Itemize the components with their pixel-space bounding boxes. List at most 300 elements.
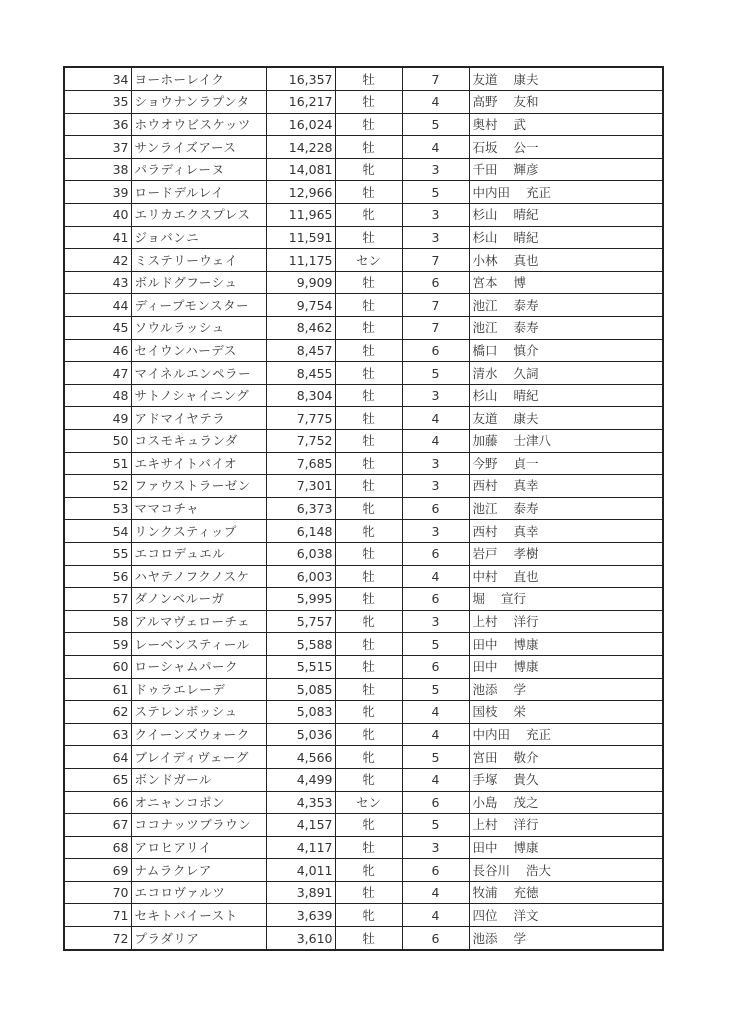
ranking-table [63,66,664,951]
earnings-cell: 5,757 [266,610,335,633]
trainer-last-name: 宮田 [472,749,498,765]
horse-name-cell: ハヤテノフクノスケ [131,565,266,588]
earnings-cell: 5,588 [266,633,335,656]
horse-name-cell: パラディレーヌ [131,158,266,181]
trainer-cell [469,542,662,565]
trainer-last-name: 杉山 [472,229,498,245]
trainer-last-name: 杉山 [472,207,498,223]
earnings-cell: 14,228 [266,136,335,159]
table-row [65,204,662,227]
trainer-first-name: 士津八 [513,433,552,449]
age-cell: 3 [402,204,469,227]
earnings-cell: 9,909 [266,271,335,294]
earnings-cell: 4,499 [266,768,335,791]
trainer-first-name: 洋行 [513,614,539,630]
trainer-cell [469,678,662,701]
table-row [65,655,662,678]
trainer-last-name: 池江 [472,501,498,517]
trainer-last-name: 西村 [472,523,498,539]
earnings-cell: 5,085 [266,678,335,701]
table-row [65,520,662,543]
earnings-cell: 6,148 [266,520,335,543]
sex-cell: 牡 [335,294,402,317]
rank-cell: 40 [65,204,131,227]
trainer-last-name: 岩戸 [472,546,498,562]
rank-cell: 53 [65,497,131,520]
horse-name-cell: ダノンベルーガ [131,588,266,611]
age-cell: 3 [402,158,469,181]
earnings-cell: 5,036 [266,723,335,746]
trainer-first-name: 博康 [513,636,539,652]
age-cell: 4 [402,723,469,746]
horse-name-cell: セキトバイースト [131,904,266,927]
trainer-first-name: 武 [513,116,527,132]
horse-name-cell: ボンドガール [131,768,266,791]
trainer-first-name: 直也 [513,568,539,584]
trainer-last-name: 上村 [472,614,498,630]
age-cell: 7 [402,294,469,317]
trainer-cell [469,452,662,475]
table-row [65,746,662,769]
age-cell: 5 [402,814,469,837]
trainer-cell [469,294,662,317]
age-cell: 6 [402,655,469,678]
trainer-cell [469,904,662,927]
trainer-cell [469,475,662,498]
horse-name-cell: アルマヴェローチェ [131,610,266,633]
trainer-cell [469,814,662,837]
trainer-cell [469,723,662,746]
trainer-last-name: 上村 [472,817,498,833]
table-row [65,294,662,317]
age-cell: 5 [402,678,469,701]
sex-cell: 牝 [335,520,402,543]
horse-name-cell: レーベンスティール [131,633,266,656]
sex-cell: 牡 [335,655,402,678]
trainer-cell [469,655,662,678]
table-row [65,723,662,746]
table-row [65,588,662,611]
earnings-cell: 7,752 [266,430,335,453]
horse-name-cell: ローシャムパーク [131,655,266,678]
trainer-last-name: 池添 [472,930,498,946]
age-cell: 3 [402,475,469,498]
sex-cell: 牡 [335,565,402,588]
table-row [65,136,662,159]
trainer-last-name: 中内田 [472,727,511,743]
earnings-cell: 6,373 [266,497,335,520]
earnings-cell: 4,353 [266,791,335,814]
sex-cell: 牡 [335,542,402,565]
age-cell: 3 [402,226,469,249]
horse-name-cell: プラダリア [131,927,266,950]
earnings-cell: 8,457 [266,339,335,362]
rank-cell: 59 [65,633,131,656]
age-cell: 3 [402,452,469,475]
earnings-cell: 7,301 [266,475,335,498]
earnings-cell: 11,591 [266,226,335,249]
table-row [65,113,662,136]
trainer-cell [469,226,662,249]
age-cell: 6 [402,271,469,294]
earnings-cell: 3,891 [266,881,335,904]
table-row [65,633,662,656]
trainer-first-name: 慎介 [513,342,539,358]
table-row [65,610,662,633]
sex-cell: 牝 [335,814,402,837]
trainer-first-name: 真也 [513,252,539,268]
table-row [65,881,662,904]
sex-cell: 牡 [335,475,402,498]
trainer-last-name: 池江 [472,297,498,313]
horse-name-cell: ソウルラッシュ [131,317,266,340]
horse-name-cell: セイウンハーデス [131,339,266,362]
trainer-last-name: 小島 [472,794,498,810]
trainer-first-name: 博康 [513,659,539,675]
trainer-first-name: 輝彦 [513,162,539,178]
rank-cell: 65 [65,768,131,791]
trainer-cell [469,384,662,407]
sex-cell: 牝 [335,158,402,181]
trainer-cell [469,317,662,340]
trainer-cell [469,859,662,882]
earnings-cell: 6,003 [266,565,335,588]
sex-cell: 牡 [335,407,402,430]
sex-cell: 牡 [335,430,402,453]
trainer-last-name: 四位 [472,907,498,923]
trainer-first-name: 泰寿 [513,320,539,336]
sex-cell: 牡 [335,927,402,950]
trainer-cell [469,158,662,181]
trainer-first-name: 真幸 [513,478,539,494]
trainer-first-name: 公一 [513,139,539,155]
table-row [65,791,662,814]
trainer-first-name: 充徳 [513,885,539,901]
age-cell: 6 [402,339,469,362]
trainer-cell [469,588,662,611]
trainer-cell [469,204,662,227]
horse-name-cell: ホウオウビスケッツ [131,113,266,136]
age-cell: 7 [402,68,469,91]
sex-cell: 牡 [335,226,402,249]
trainer-last-name: 清水 [472,365,498,381]
horse-name-cell: ボルドグフーシュ [131,271,266,294]
trainer-first-name: 泰寿 [513,501,539,517]
table-row [65,814,662,837]
sex-cell: 牡 [335,452,402,475]
trainer-first-name: 茂之 [513,794,539,810]
earnings-cell: 16,024 [266,113,335,136]
trainer-cell [469,701,662,724]
sex-cell: 牡 [335,362,402,385]
earnings-cell: 5,995 [266,588,335,611]
age-cell: 3 [402,384,469,407]
trainer-cell [469,362,662,385]
trainer-first-name: 泰寿 [513,297,539,313]
earnings-cell: 11,965 [266,204,335,227]
trainer-cell [469,610,662,633]
sex-cell: セン [335,249,402,272]
earnings-cell: 8,462 [266,317,335,340]
table-row [65,927,662,950]
trainer-last-name: 友道 [472,71,498,87]
rank-cell: 41 [65,226,131,249]
horse-name-cell: ショウナンラプンタ [131,91,266,114]
trainer-first-name: 真幸 [513,523,539,539]
table-row [65,475,662,498]
rank-cell: 35 [65,91,131,114]
horse-name-cell: ジョバンニ [131,226,266,249]
table-row [65,249,662,272]
rank-cell: 72 [65,927,131,950]
trainer-first-name: 充正 [526,727,552,743]
horse-name-cell: オニャンコポン [131,791,266,814]
age-cell: 5 [402,362,469,385]
table-row [65,271,662,294]
age-cell: 4 [402,768,469,791]
trainer-cell [469,113,662,136]
sex-cell: 牡 [335,339,402,362]
table-row [65,701,662,724]
sex-cell: 牡 [335,271,402,294]
trainer-last-name: 堀 [472,591,486,607]
trainer-cell [469,746,662,769]
table-row [65,407,662,430]
trainer-cell [469,881,662,904]
horse-name-cell: ディープモンスター [131,294,266,317]
trainer-first-name: 貴久 [513,772,539,788]
table-body [65,68,662,949]
rank-cell: 55 [65,542,131,565]
trainer-last-name: 加藤 [472,433,498,449]
rank-cell: 67 [65,814,131,837]
rank-cell: 71 [65,904,131,927]
horse-name-cell: ナムラクレア [131,859,266,882]
sex-cell: 牡 [335,317,402,340]
rank-cell: 57 [65,588,131,611]
earnings-cell: 5,515 [266,655,335,678]
trainer-cell [469,136,662,159]
earnings-cell: 12,966 [266,181,335,204]
horse-name-cell: ブレイディヴェーグ [131,746,266,769]
earnings-cell: 4,011 [266,859,335,882]
trainer-first-name: 敬介 [513,749,539,765]
rank-cell: 38 [65,158,131,181]
table-row [65,158,662,181]
age-cell: 4 [402,565,469,588]
trainer-first-name: 孝樹 [513,546,539,562]
age-cell: 4 [402,701,469,724]
age-cell: 4 [402,91,469,114]
rank-cell: 34 [65,68,131,91]
trainer-last-name: 長谷川 [472,862,511,878]
age-cell: 6 [402,859,469,882]
age-cell: 7 [402,249,469,272]
sex-cell: 牡 [335,678,402,701]
rank-cell: 66 [65,791,131,814]
sex-cell: 牡 [335,136,402,159]
horse-name-cell: アドマイヤテラ [131,407,266,430]
age-cell: 6 [402,542,469,565]
trainer-last-name: 小林 [472,252,498,268]
age-cell: 3 [402,520,469,543]
trainer-cell [469,836,662,859]
earnings-cell: 16,217 [266,91,335,114]
trainer-last-name: 牧浦 [472,885,498,901]
table-row [65,542,662,565]
sex-cell: 牝 [335,746,402,769]
trainer-first-name: 久詞 [513,365,539,381]
age-cell: 6 [402,497,469,520]
rank-cell: 45 [65,317,131,340]
horse-name-cell: ステレンボッシュ [131,701,266,724]
trainer-first-name: 充正 [526,184,552,200]
trainer-first-name: 博康 [513,839,539,855]
rank-cell: 52 [65,475,131,498]
trainer-first-name: 浩大 [526,862,552,878]
horse-name-cell: アロヒアリイ [131,836,266,859]
table-row [65,181,662,204]
horse-name-cell: ココナッツブラウン [131,814,266,837]
age-cell: 5 [402,633,469,656]
trainer-first-name: 学 [513,930,527,946]
horse-name-cell: ロードデルレイ [131,181,266,204]
rank-cell: 49 [65,407,131,430]
sex-cell: 牝 [335,859,402,882]
trainer-cell [469,271,662,294]
rank-cell: 48 [65,384,131,407]
sex-cell: 牡 [335,836,402,859]
trainer-cell [469,791,662,814]
trainer-first-name: 晴紀 [513,388,539,404]
rank-cell: 44 [65,294,131,317]
sex-cell: 牡 [335,113,402,136]
rank-cell: 36 [65,113,131,136]
trainer-last-name: 今野 [472,455,498,471]
rank-cell: 68 [65,836,131,859]
horse-name-cell: エコロヴァルツ [131,881,266,904]
trainer-cell [469,91,662,114]
rank-cell: 64 [65,746,131,769]
table-row [65,384,662,407]
horse-name-cell: ヨーホーレイク [131,68,266,91]
trainer-last-name: 橋口 [472,342,498,358]
trainer-first-name: 晴紀 [513,229,539,245]
trainer-first-name: 貞一 [513,455,539,471]
earnings-cell: 4,117 [266,836,335,859]
trainer-cell [469,633,662,656]
trainer-last-name: 池添 [472,681,498,697]
trainer-last-name: 友道 [472,410,498,426]
horse-name-cell: リンクスティップ [131,520,266,543]
rank-cell: 42 [65,249,131,272]
trainer-first-name: 康夫 [513,410,539,426]
trainer-first-name: 学 [513,681,527,697]
rank-cell: 58 [65,610,131,633]
age-cell: 3 [402,610,469,633]
age-cell: 5 [402,113,469,136]
trainer-last-name: 手塚 [472,772,498,788]
trainer-last-name: 池江 [472,320,498,336]
rank-cell: 54 [65,520,131,543]
earnings-cell: 16,357 [266,68,335,91]
table-row [65,226,662,249]
earnings-cell: 4,157 [266,814,335,837]
table-row [65,836,662,859]
trainer-first-name: 博 [513,275,527,291]
table-row [65,339,662,362]
trainer-cell [469,68,662,91]
sex-cell: 牝 [335,701,402,724]
table-row [65,678,662,701]
age-cell: 4 [402,407,469,430]
earnings-cell: 3,610 [266,927,335,950]
earnings-cell: 9,754 [266,294,335,317]
sex-cell: 牝 [335,610,402,633]
trainer-last-name: 高野 [472,94,498,110]
table-row [65,497,662,520]
trainer-last-name: 奥村 [472,116,498,132]
horse-name-cell: サトノシャイニング [131,384,266,407]
age-cell: 4 [402,881,469,904]
table-row [65,565,662,588]
trainer-last-name: 石坂 [472,139,498,155]
trainer-last-name: 中村 [472,568,498,584]
rank-cell: 51 [65,452,131,475]
rank-cell: 37 [65,136,131,159]
rank-cell: 46 [65,339,131,362]
horse-name-cell: ドゥラエレーデ [131,678,266,701]
table-row [65,362,662,385]
rank-cell: 60 [65,655,131,678]
sex-cell: セン [335,791,402,814]
sex-cell: 牡 [335,384,402,407]
table-row [65,317,662,340]
horse-name-cell: サンライズアース [131,136,266,159]
rank-cell: 61 [65,678,131,701]
trainer-last-name: 国枝 [472,704,498,720]
horse-name-cell: エコロデュエル [131,542,266,565]
table-row [65,430,662,453]
table-row [65,859,662,882]
rank-cell: 63 [65,723,131,746]
sex-cell: 牝 [335,723,402,746]
trainer-cell [469,249,662,272]
trainer-last-name: 田中 [472,839,498,855]
sex-cell: 牝 [335,904,402,927]
trainer-first-name: 洋文 [513,907,539,923]
trainer-last-name: 中内田 [472,184,511,200]
age-cell: 6 [402,927,469,950]
trainer-cell [469,339,662,362]
age-cell: 4 [402,136,469,159]
table-row [65,452,662,475]
sex-cell: 牝 [335,497,402,520]
earnings-cell: 8,455 [266,362,335,385]
age-cell: 7 [402,317,469,340]
table-row [65,768,662,791]
trainer-last-name: 田中 [472,659,498,675]
rank-cell: 43 [65,271,131,294]
age-cell: 5 [402,746,469,769]
trainer-cell [469,497,662,520]
earnings-cell: 6,038 [266,542,335,565]
earnings-cell: 7,775 [266,407,335,430]
sex-cell: 牡 [335,881,402,904]
horse-name-cell: ママコチャ [131,497,266,520]
trainer-first-name: 栄 [513,704,527,720]
sex-cell: 牝 [335,204,402,227]
